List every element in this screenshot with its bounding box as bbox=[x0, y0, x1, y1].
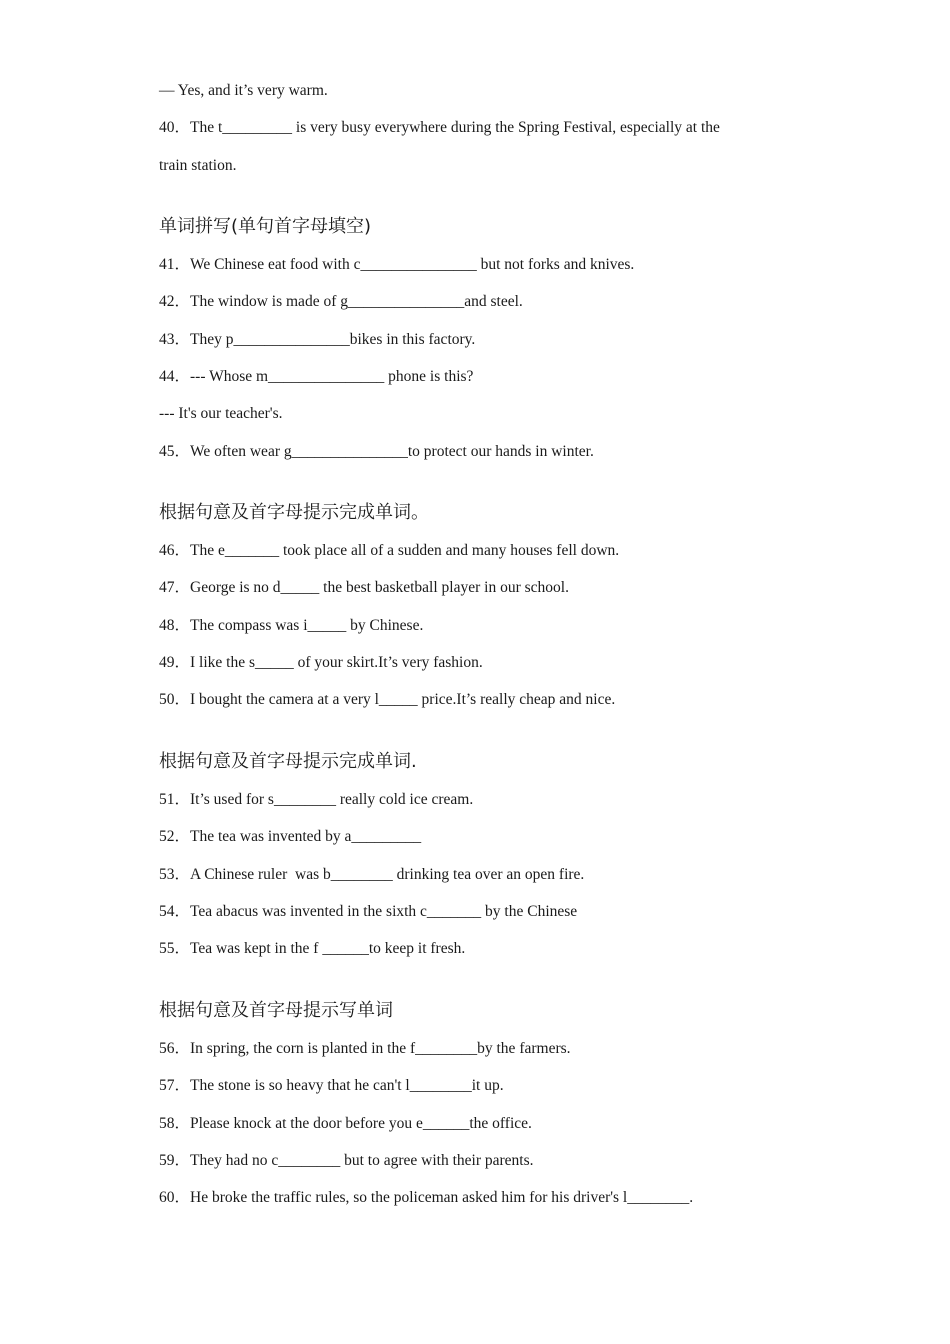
section-heading-2: 根据句意及首字母提示完成单词。 bbox=[159, 502, 429, 523]
question-40: 40．The t_________ is very busy everywhere during the Spring Festival, especially at the bbox=[159, 119, 720, 136]
question-52: 52．The tea was invented by a_________ bbox=[159, 828, 422, 845]
question-40-continued: train station. bbox=[159, 157, 237, 174]
question-48: 48．The compass was i_____ by Chinese. bbox=[159, 617, 424, 634]
question-43: 43．They p_______________bikes in this factory. bbox=[159, 331, 476, 348]
question-42: 42．The window is made of g_______________and steel. bbox=[159, 293, 523, 310]
question-57: 57．The stone is so heavy that he can't l________it up. bbox=[159, 1077, 504, 1094]
question-41: 41．We Chinese eat food with c_______________ but not forks and knives. bbox=[159, 256, 635, 273]
section-heading-4: 根据句意及首字母提示写单词 bbox=[159, 1000, 393, 1021]
question-51: 51．It’s used for s________ really cold ice cream. bbox=[159, 791, 474, 808]
section-heading-3: 根据句意及首字母提示完成单词. bbox=[159, 751, 417, 772]
section-heading-1: 单词拼写(单句首字母填空) bbox=[159, 216, 372, 237]
question-59: 59．They had no c________ but to agree with their parents. bbox=[159, 1152, 534, 1169]
question-50: 50．I bought the camera at a very l_____ price.It’s really cheap and nice. bbox=[159, 691, 616, 708]
question-53: 53．A Chinese ruler was b________ drinking tea over an open fire. bbox=[159, 866, 585, 883]
question-54: 54．Tea abacus was invented in the sixth c_______ by the Chinese bbox=[159, 903, 578, 920]
question-58: 58．Please knock at the door before you e______the office. bbox=[159, 1115, 532, 1132]
question-55: 55．Tea was kept in the f ______to keep it fresh. bbox=[159, 940, 466, 957]
question-60: 60．He broke the traffic rules, so the policeman asked him for his driver's l________. bbox=[159, 1189, 694, 1206]
question-46: 46．The e_______ took place all of a sudden and many houses fell down. bbox=[159, 542, 620, 559]
question-44: 44．--- Whose m_______________ phone is this? bbox=[159, 368, 474, 385]
answer-line: — Yes, and it’s very warm. bbox=[159, 82, 328, 99]
question-49: 49．I like the s_____ of your skirt.It’s very fashion. bbox=[159, 654, 483, 671]
question-44-answer: --- It's our teacher's. bbox=[159, 405, 283, 422]
question-45: 45．We often wear g_______________to protect our hands in winter. bbox=[159, 443, 594, 460]
question-47: 47．George is no d_____ the best basketball player in our school. bbox=[159, 579, 569, 596]
question-56: 56．In spring, the corn is planted in the f________by the farmers. bbox=[159, 1040, 571, 1057]
